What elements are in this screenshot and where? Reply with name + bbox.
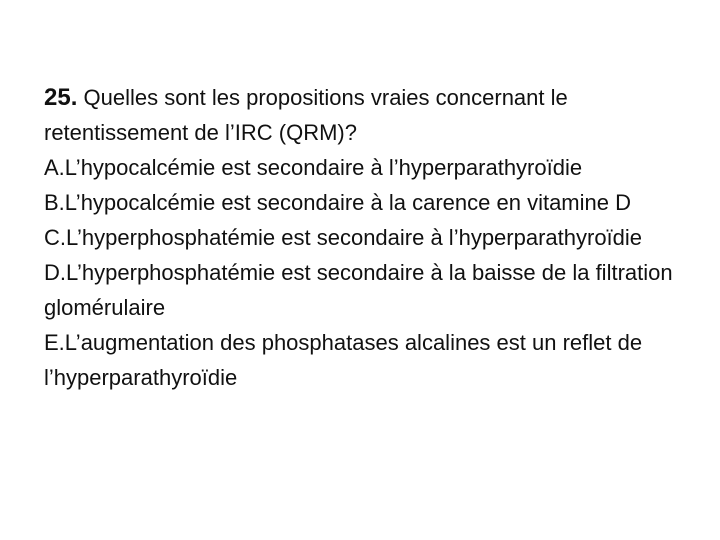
- question-text: Quelles sont les propositions vraies concernant le retentissement de l’IRC (QRM)?: [44, 85, 568, 145]
- question-block: [44, 80, 708, 395]
- option-b: B.L’hypocalcémie est secondaire à la carence en vitamine D: [44, 190, 631, 215]
- option-d: D.L’hyperphosphatémie est secondaire à la baisse de la filtration glomérulaire: [44, 260, 673, 320]
- question-number: 25.: [44, 84, 78, 111]
- option-a: A.L’hypocalcémie est secondaire à l’hyperparathyroïdie: [44, 155, 583, 180]
- option-c: C.L’hyperphosphatémie est secondaire à l’hyperparathyroïdie: [44, 225, 643, 250]
- question: [44, 80, 708, 150]
- option-e: E.L’augmentation des phosphatases alcalines est un reflet de l’hyperparathyroïdie: [44, 330, 643, 390]
